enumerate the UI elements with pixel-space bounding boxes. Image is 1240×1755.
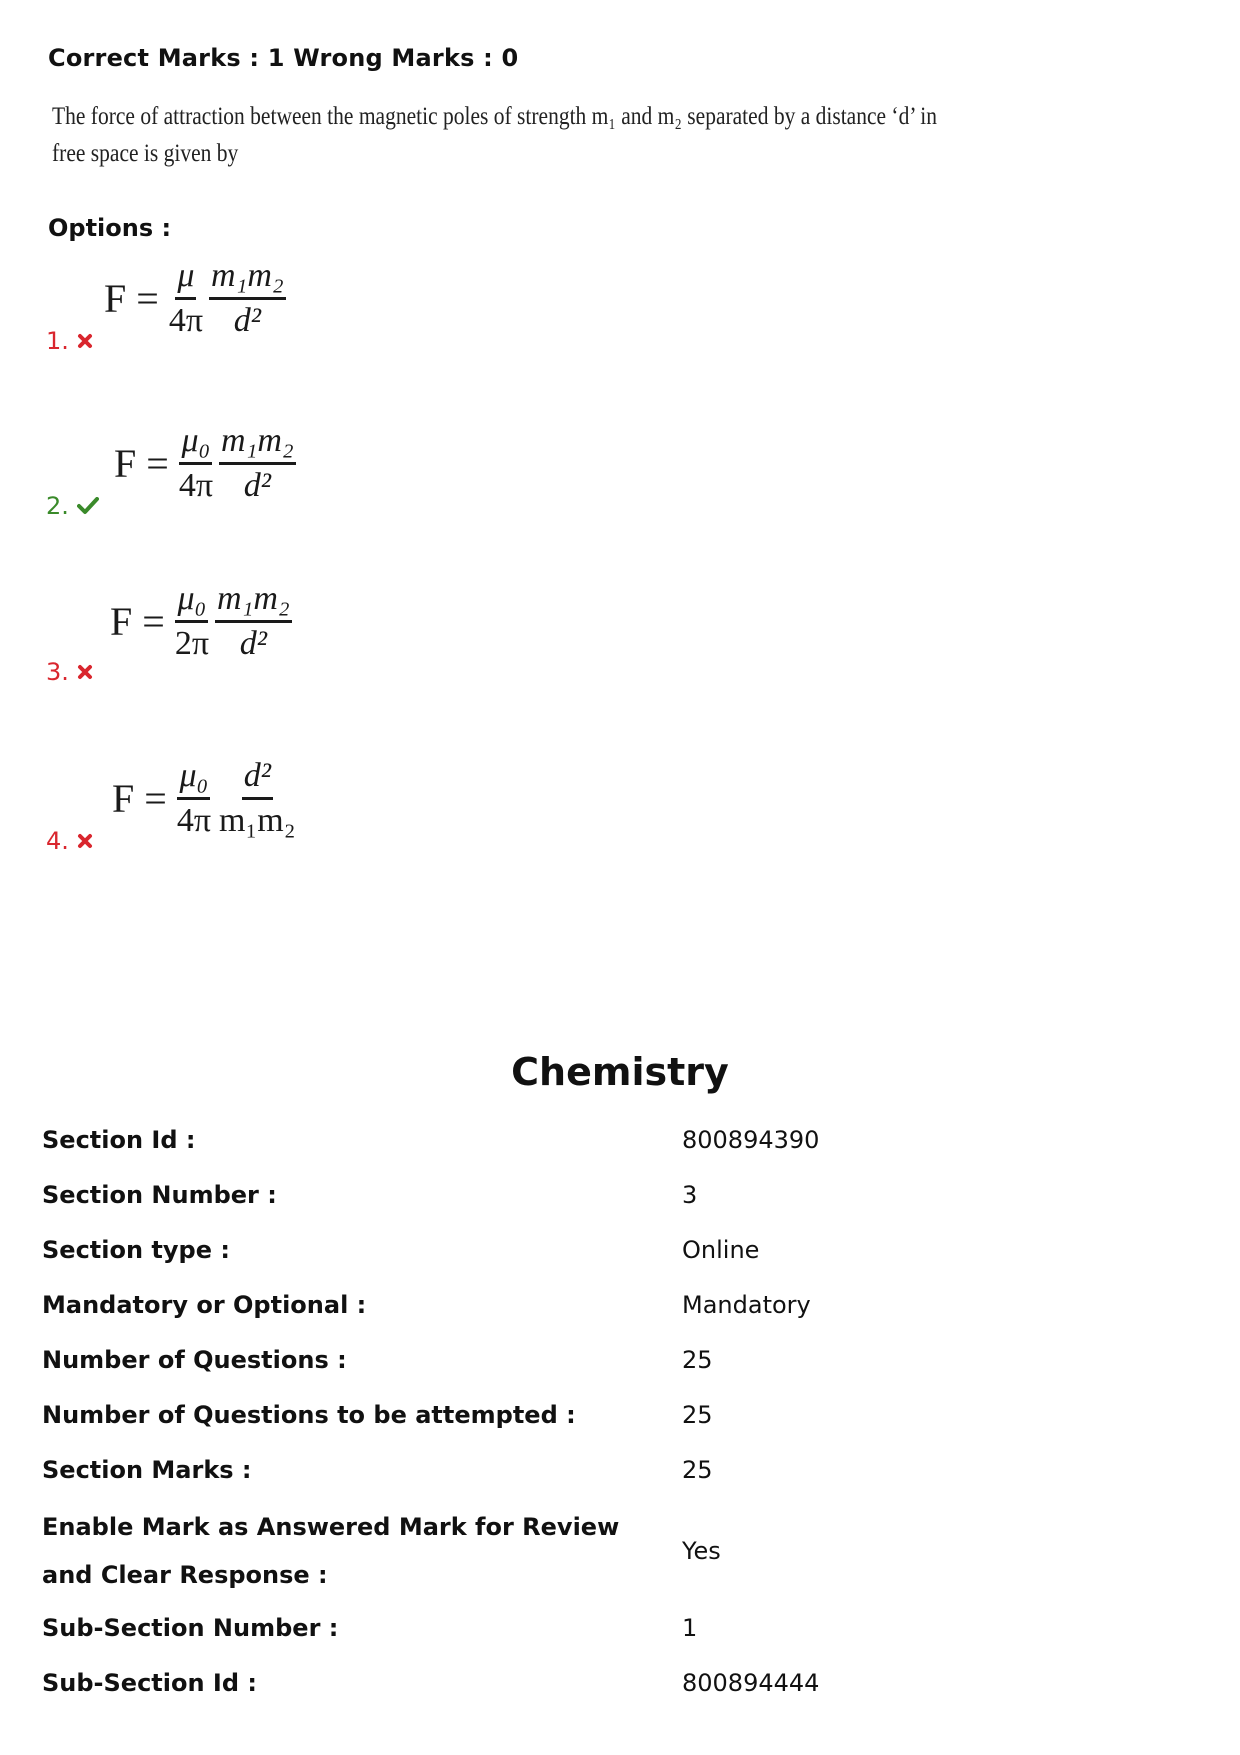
detail-value: 800894390 <box>682 1126 820 1154</box>
fraction-numerator: μ₀ <box>177 755 210 800</box>
fraction-numerator: m₁m₂ <box>219 420 296 465</box>
option-number: 4. <box>46 827 69 855</box>
formula-fraction-1 <box>173 578 211 665</box>
detail-label: Section type : <box>42 1236 230 1264</box>
cross-icon <box>77 664 93 680</box>
detail-label: Section Marks : <box>42 1456 252 1484</box>
fraction-denominator: 2π <box>174 625 209 662</box>
cross-icon <box>77 833 93 849</box>
option-number: 3. <box>46 658 69 686</box>
formula-lhs: F <box>110 599 133 644</box>
option-2[interactable] <box>46 420 546 540</box>
detail-label: Section Id : <box>42 1126 196 1154</box>
detail-value: Yes <box>682 1537 721 1565</box>
fraction-denominator: d² <box>233 302 261 339</box>
formula-fraction-2 <box>209 255 286 342</box>
detail-value: 3 <box>682 1181 698 1209</box>
fraction-denominator: d² <box>243 467 271 504</box>
fraction-numerator: μ <box>175 255 196 300</box>
fraction-denominator: 4π <box>176 802 211 839</box>
question-line-2: free space is given by <box>52 140 239 167</box>
detail-label: Mandatory or Optional : <box>42 1291 367 1319</box>
formula-fraction-2 <box>219 420 296 507</box>
detail-value: 1 <box>682 1614 698 1642</box>
fraction-denominator: d² <box>239 625 267 662</box>
fraction-numerator: μ₀ <box>179 420 212 465</box>
fraction-denominator: 4π <box>168 302 203 339</box>
detail-label: Sub-Section Id : <box>42 1669 257 1697</box>
option-number: 1. <box>46 327 69 355</box>
detail-label: Number of Questions to be attempted : <box>42 1401 576 1429</box>
detail-label: Number of Questions : <box>42 1346 347 1374</box>
detail-label: Section Number : <box>42 1181 277 1209</box>
formula-equals: = <box>136 276 159 321</box>
option-formula <box>114 420 300 507</box>
fraction-numerator: m₁m₂ <box>215 578 292 623</box>
option-formula <box>104 255 290 342</box>
question-line-1: The force of attraction between the magnetic poles of strength m₁ and m₂ separated by a distance ‘d’ in <box>52 103 938 130</box>
options-label: Options : <box>48 214 172 242</box>
detail-value: Mandatory <box>682 1291 811 1319</box>
formula-equals: = <box>144 776 167 821</box>
fraction-denominator: 4π <box>178 467 213 504</box>
formula-fraction-1 <box>167 255 205 342</box>
formula-equals: = <box>142 599 165 644</box>
formula-fraction-2 <box>215 578 292 665</box>
formula-fraction-2 <box>217 755 298 842</box>
section-title: Chemistry <box>511 1050 729 1094</box>
fraction-denominator: m₁m₂ <box>218 802 296 839</box>
option-formula <box>110 578 296 665</box>
option-4[interactable] <box>46 755 546 875</box>
formula-fraction-1 <box>175 755 213 842</box>
detail-value: 800894444 <box>682 1669 820 1697</box>
fraction-numerator: m₁m₂ <box>209 255 286 300</box>
marks-line: Correct Marks : 1 Wrong Marks : 0 <box>48 44 519 72</box>
detail-value: 25 <box>682 1401 713 1429</box>
detail-label: Enable Mark as Answered Mark for Review and Clear Response : <box>42 1513 620 1589</box>
option-number: 2. <box>46 492 69 520</box>
formula-fraction-1 <box>177 420 215 507</box>
check-icon <box>77 497 99 515</box>
detail-label: Sub-Section Number : <box>42 1614 339 1642</box>
option-formula <box>112 755 302 842</box>
fraction-numerator: μ₀ <box>175 578 208 623</box>
fraction-numerator: d² <box>242 755 273 800</box>
question-text <box>52 98 938 172</box>
formula-lhs: F <box>104 276 127 321</box>
formula-equals: = <box>146 441 169 486</box>
cross-icon <box>77 333 93 349</box>
formula-lhs: F <box>112 776 135 821</box>
option-3[interactable] <box>46 578 546 698</box>
formula-lhs: F <box>114 441 137 486</box>
option-1[interactable] <box>46 255 546 375</box>
detail-value: 25 <box>682 1456 713 1484</box>
detail-value: 25 <box>682 1346 713 1374</box>
detail-value: Online <box>682 1236 760 1264</box>
